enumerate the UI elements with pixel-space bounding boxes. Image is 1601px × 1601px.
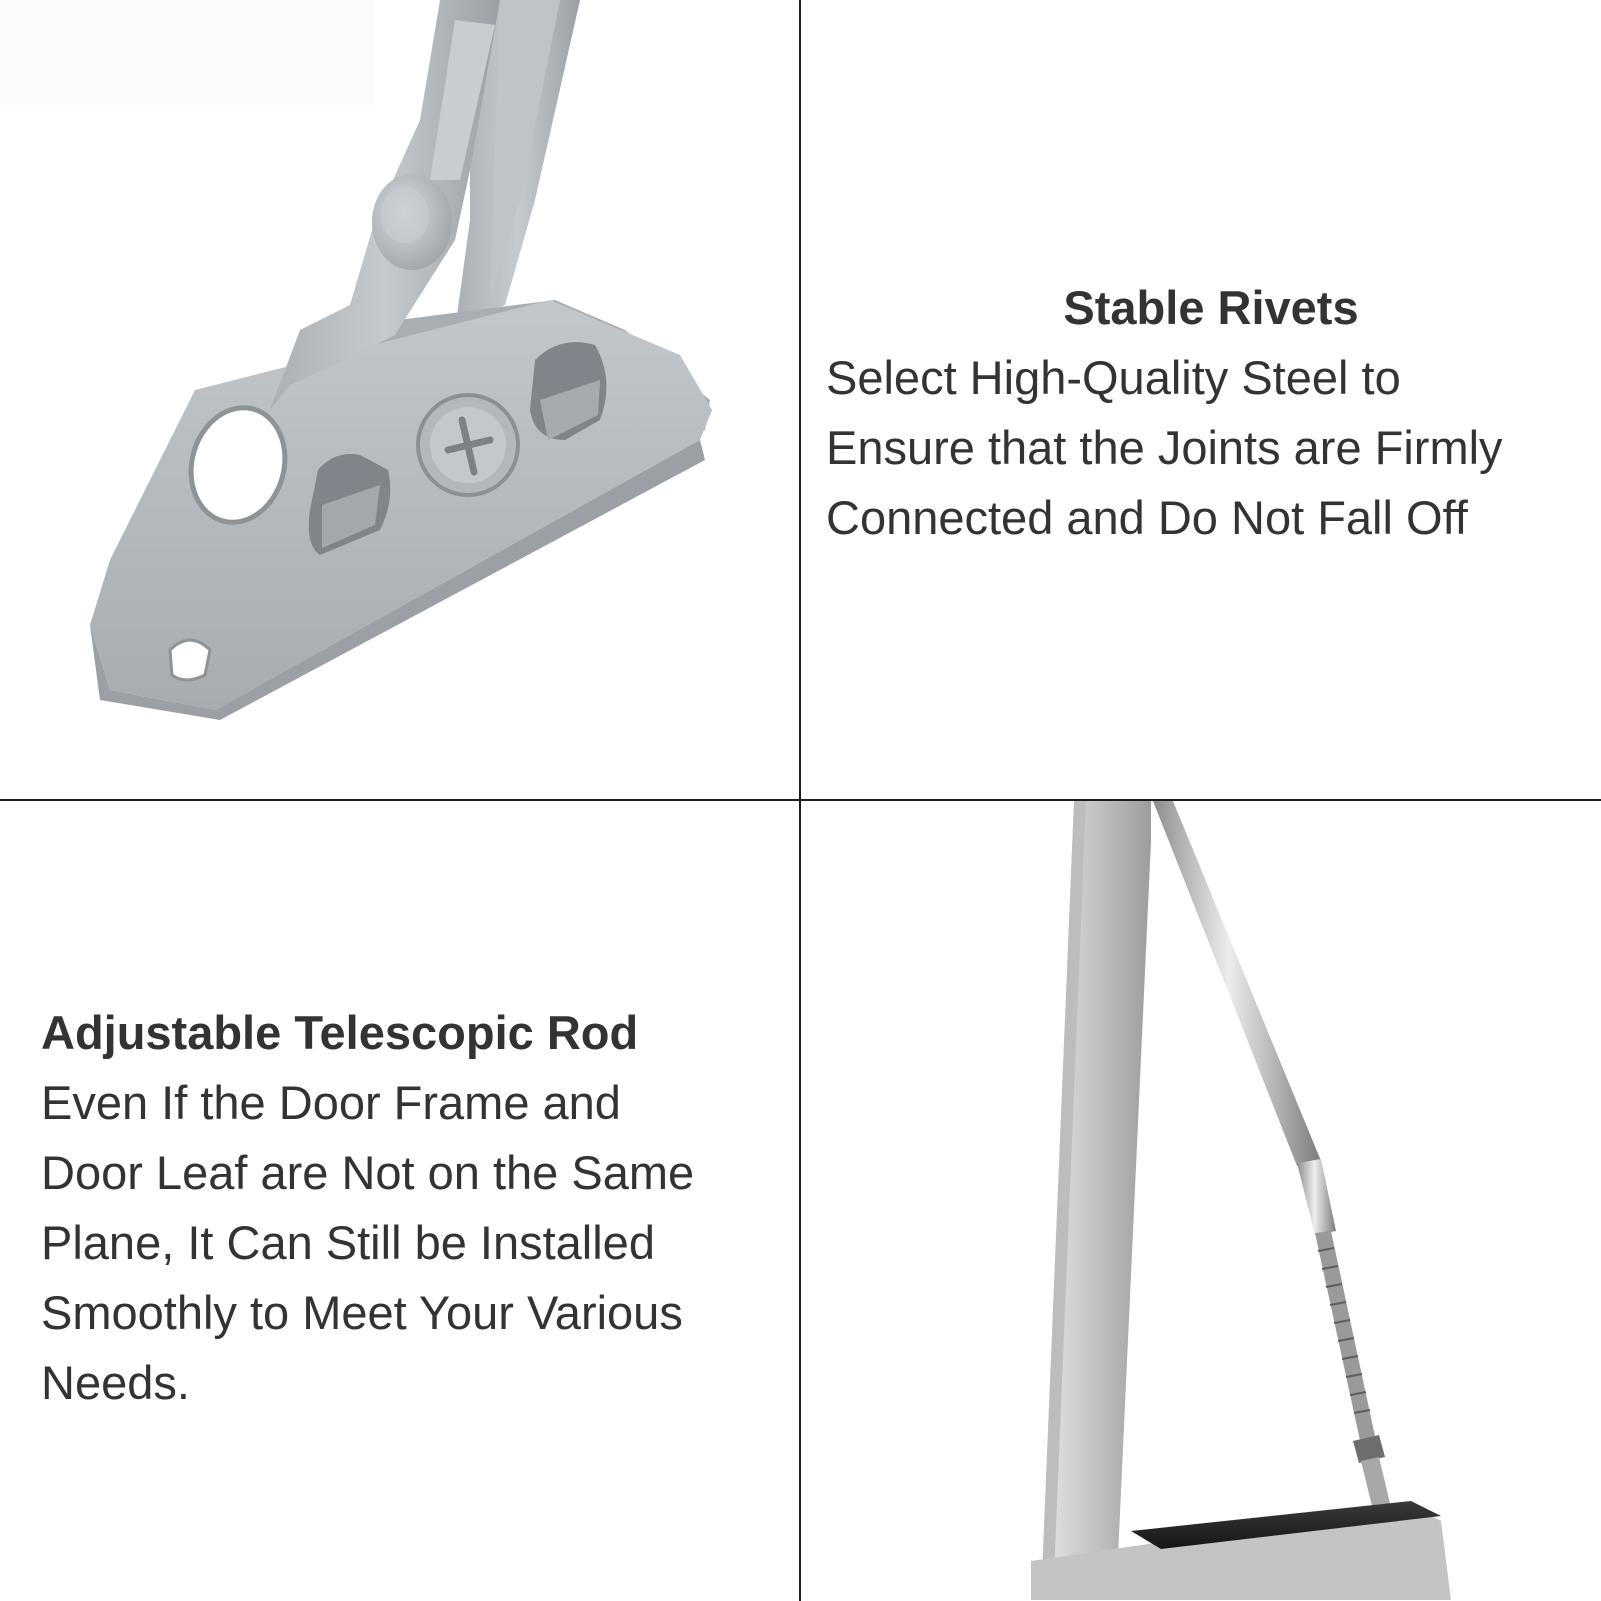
telescopic-rod-title: Adjustable Telescopic Rod bbox=[41, 1006, 639, 1059]
telescopic-rod-line-5: Needs. bbox=[41, 1356, 190, 1409]
bracket-joint-illustration bbox=[0, 0, 799, 799]
telescopic-rod-illustration bbox=[801, 801, 1600, 1600]
telescopic-rod-panel bbox=[0, 801, 799, 1600]
stable-rivets-line-1: Select High-Quality Steel to bbox=[826, 351, 1401, 404]
telescopic-rod-line-4: Smoothly to Meet Your Various bbox=[41, 1286, 683, 1339]
telescopic-rod-line-3: Plane, It Can Still be Installed bbox=[41, 1216, 655, 1269]
horizontal-divider bbox=[0, 799, 1601, 801]
telescopic-rod-text bbox=[41, 998, 791, 1418]
telescopic-rod-line-1: Even If the Door Frame and bbox=[41, 1076, 621, 1129]
stable-rivets-title: Stable Rivets bbox=[1063, 281, 1359, 334]
bracket-joint-photo bbox=[0, 0, 799, 799]
stable-rivets-text bbox=[826, 273, 1596, 553]
stable-rivets-line-2: Ensure that the Joints are Firmly bbox=[826, 421, 1503, 474]
telescopic-rod-line-2: Door Leaf are Not on the Same bbox=[41, 1146, 695, 1199]
telescopic-rod-photo bbox=[801, 801, 1600, 1600]
stable-rivets-panel bbox=[801, 0, 1600, 799]
stable-rivets-line-3: Connected and Do Not Fall Off bbox=[826, 491, 1468, 544]
